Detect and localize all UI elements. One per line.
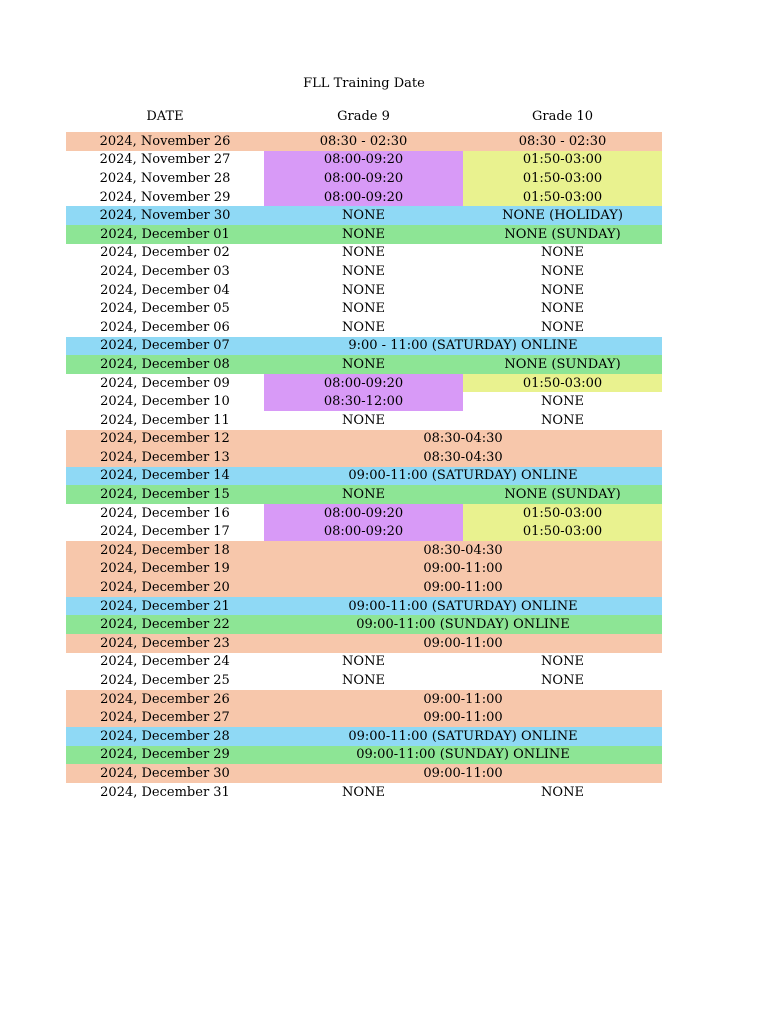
table-row: [66, 392, 662, 411]
grade-9-cell: NONE: [264, 653, 463, 672]
grade-9-cell: NONE: [264, 411, 463, 430]
date-cell: 2024, December 04: [66, 281, 264, 300]
grade-10-cell: NONE: [463, 783, 662, 802]
table-row: [66, 541, 662, 560]
date-cell: 2024, November 26: [66, 132, 264, 151]
date-cell: 2024, December 16: [66, 504, 264, 523]
table-row: [66, 615, 662, 634]
schedule-cell-both-grades: 09:00-11:00: [264, 764, 662, 783]
table-row: [66, 299, 662, 318]
date-cell: 2024, December 21: [66, 597, 264, 616]
date-cell: 2024, November 27: [66, 151, 264, 170]
date-cell: 2024, December 19: [66, 560, 264, 579]
grade-9-cell: NONE: [264, 783, 463, 802]
table-row: [66, 504, 662, 523]
table-row: [66, 597, 662, 616]
grade-10-cell: NONE: [463, 392, 662, 411]
date-cell: 2024, December 12: [66, 430, 264, 449]
date-cell: 2024, December 06: [66, 318, 264, 337]
page-title: FLL Training Date: [303, 76, 425, 91]
table-row: [66, 764, 662, 783]
date-cell: 2024, December 25: [66, 671, 264, 690]
grade-9-cell: NONE: [264, 485, 463, 504]
date-cell: 2024, December 31: [66, 783, 264, 802]
date-cell: 2024, December 27: [66, 708, 264, 727]
grade-10-cell: NONE: [463, 318, 662, 337]
schedule-cell-both-grades: 09:00-11:00 (SUNDAY) ONLINE: [264, 615, 662, 634]
schedule-cell-both-grades: 09:00-11:00: [264, 578, 662, 597]
date-cell: 2024, December 23: [66, 634, 264, 653]
grade-10-cell: NONE: [463, 653, 662, 672]
schedule-cell-both-grades: 09:00-11:00: [264, 690, 662, 709]
schedule-body: [66, 132, 662, 801]
table-row: [66, 169, 662, 188]
grade-9-cell: NONE: [264, 244, 463, 263]
schedule-cell-both-grades: 09:00-11:00 (SATURDAY) ONLINE: [264, 597, 662, 616]
date-cell: 2024, December 08: [66, 355, 264, 374]
date-cell: 2024, November 30: [66, 206, 264, 225]
grade-9-cell: 08:30-12:00: [264, 392, 463, 411]
schedule-cell-both-grades: 09:00-11:00: [264, 634, 662, 653]
date-cell: 2024, December 22: [66, 615, 264, 634]
date-cell: 2024, December 01: [66, 225, 264, 244]
table-row: [66, 485, 662, 504]
grade-10-cell: NONE: [463, 262, 662, 281]
training-schedule-table: [66, 132, 662, 801]
table-row: [66, 132, 662, 151]
grade-9-cell: NONE: [264, 206, 463, 225]
grade-10-cell: 01:50-03:00: [463, 522, 662, 541]
table-row: [66, 188, 662, 207]
date-cell: 2024, December 28: [66, 727, 264, 746]
table-row: [66, 727, 662, 746]
table-row: [66, 578, 662, 597]
grade-9-cell: NONE: [264, 671, 463, 690]
grade-9-cell: 08:00-09:20: [264, 188, 463, 207]
grade-10-cell: NONE: [463, 281, 662, 300]
table-row: [66, 746, 662, 765]
table-row: [66, 374, 662, 393]
table-row: [66, 653, 662, 672]
table-row: [66, 206, 662, 225]
table-row: [66, 634, 662, 653]
header-grade-9: Grade 9: [337, 109, 390, 124]
table-row: [66, 318, 662, 337]
table-row: [66, 355, 662, 374]
date-cell: 2024, December 30: [66, 764, 264, 783]
grade-9-cell: NONE: [264, 355, 463, 374]
date-cell: 2024, December 07: [66, 337, 264, 356]
table-row: [66, 783, 662, 802]
table-row: [66, 690, 662, 709]
date-cell: 2024, December 05: [66, 299, 264, 318]
table-row: [66, 225, 662, 244]
table-row: [66, 522, 662, 541]
grade-9-cell: NONE: [264, 281, 463, 300]
schedule-cell-both-grades: 09:00-11:00: [264, 560, 662, 579]
date-cell: 2024, December 18: [66, 541, 264, 560]
date-cell: 2024, December 14: [66, 467, 264, 486]
schedule-cell-both-grades: 08:30-04:30: [264, 430, 662, 449]
table-row: [66, 281, 662, 300]
schedule-cell-both-grades: 09:00-11:00 (SATURDAY) ONLINE: [264, 467, 662, 486]
grade-9-cell: 08:00-09:20: [264, 522, 463, 541]
table-row: [66, 262, 662, 281]
date-cell: 2024, December 03: [66, 262, 264, 281]
grade-10-cell: NONE: [463, 299, 662, 318]
date-cell: 2024, December 10: [66, 392, 264, 411]
grade-9-cell: 08:00-09:20: [264, 374, 463, 393]
date-cell: 2024, December 13: [66, 448, 264, 467]
table-row: [66, 337, 662, 356]
date-cell: 2024, December 17: [66, 522, 264, 541]
date-cell: 2024, December 26: [66, 690, 264, 709]
table-header: [66, 109, 662, 125]
date-cell: 2024, December 11: [66, 411, 264, 430]
grade-9-cell: 08:00-09:20: [264, 504, 463, 523]
date-cell: 2024, November 29: [66, 188, 264, 207]
grade-9-cell: 08:00-09:20: [264, 151, 463, 170]
grade-10-cell: NONE: [463, 411, 662, 430]
date-cell: 2024, December 02: [66, 244, 264, 263]
header-date: DATE: [146, 109, 184, 124]
table-row: [66, 467, 662, 486]
grade-10-cell: NONE: [463, 244, 662, 263]
schedule-cell-both-grades: 08:30-04:30: [264, 541, 662, 560]
schedule-cell-both-grades: 09:00-11:00: [264, 708, 662, 727]
schedule-cell-both-grades: 08:30-04:30: [264, 448, 662, 467]
date-cell: 2024, December 20: [66, 578, 264, 597]
schedule-cell-both-grades: 09:00-11:00 (SATURDAY) ONLINE: [264, 727, 662, 746]
grade-10-cell: 01:50-03:00: [463, 151, 662, 170]
grade-10-cell: 01:50-03:00: [463, 374, 662, 393]
grade-9-cell: NONE: [264, 225, 463, 244]
grade-10-cell: NONE (HOLIDAY): [463, 206, 662, 225]
date-cell: 2024, December 29: [66, 746, 264, 765]
table-row: [66, 244, 662, 263]
grade-9-cell: 08:30 - 02:30: [264, 132, 463, 151]
table-row: [66, 411, 662, 430]
table-row: [66, 430, 662, 449]
schedule-cell-both-grades: 9:00 - 11:00 (SATURDAY) ONLINE: [264, 337, 662, 356]
grade-10-cell: 01:50-03:00: [463, 188, 662, 207]
schedule-cell-both-grades: 09:00-11:00 (SUNDAY) ONLINE: [264, 746, 662, 765]
grade-10-cell: 01:50-03:00: [463, 169, 662, 188]
grade-10-cell: NONE (SUNDAY): [463, 355, 662, 374]
grade-9-cell: NONE: [264, 318, 463, 337]
header-grade-10: Grade 10: [531, 109, 594, 124]
table-row: [66, 448, 662, 467]
table-row: [66, 560, 662, 579]
grade-10-cell: NONE (SUNDAY): [463, 485, 662, 504]
grade-10-cell: NONE (SUNDAY): [463, 225, 662, 244]
date-cell: 2024, December 24: [66, 653, 264, 672]
date-cell: 2024, December 09: [66, 374, 264, 393]
grade-9-cell: 08:00-09:20: [264, 169, 463, 188]
grade-10-cell: 01:50-03:00: [463, 504, 662, 523]
date-cell: 2024, December 15: [66, 485, 264, 504]
table-row: [66, 708, 662, 727]
grade-9-cell: NONE: [264, 299, 463, 318]
table-row: [66, 151, 662, 170]
grade-10-cell: NONE: [463, 671, 662, 690]
date-cell: 2024, November 28: [66, 169, 264, 188]
grade-10-cell: 08:30 - 02:30: [463, 132, 662, 151]
grade-9-cell: NONE: [264, 262, 463, 281]
table-row: [66, 671, 662, 690]
